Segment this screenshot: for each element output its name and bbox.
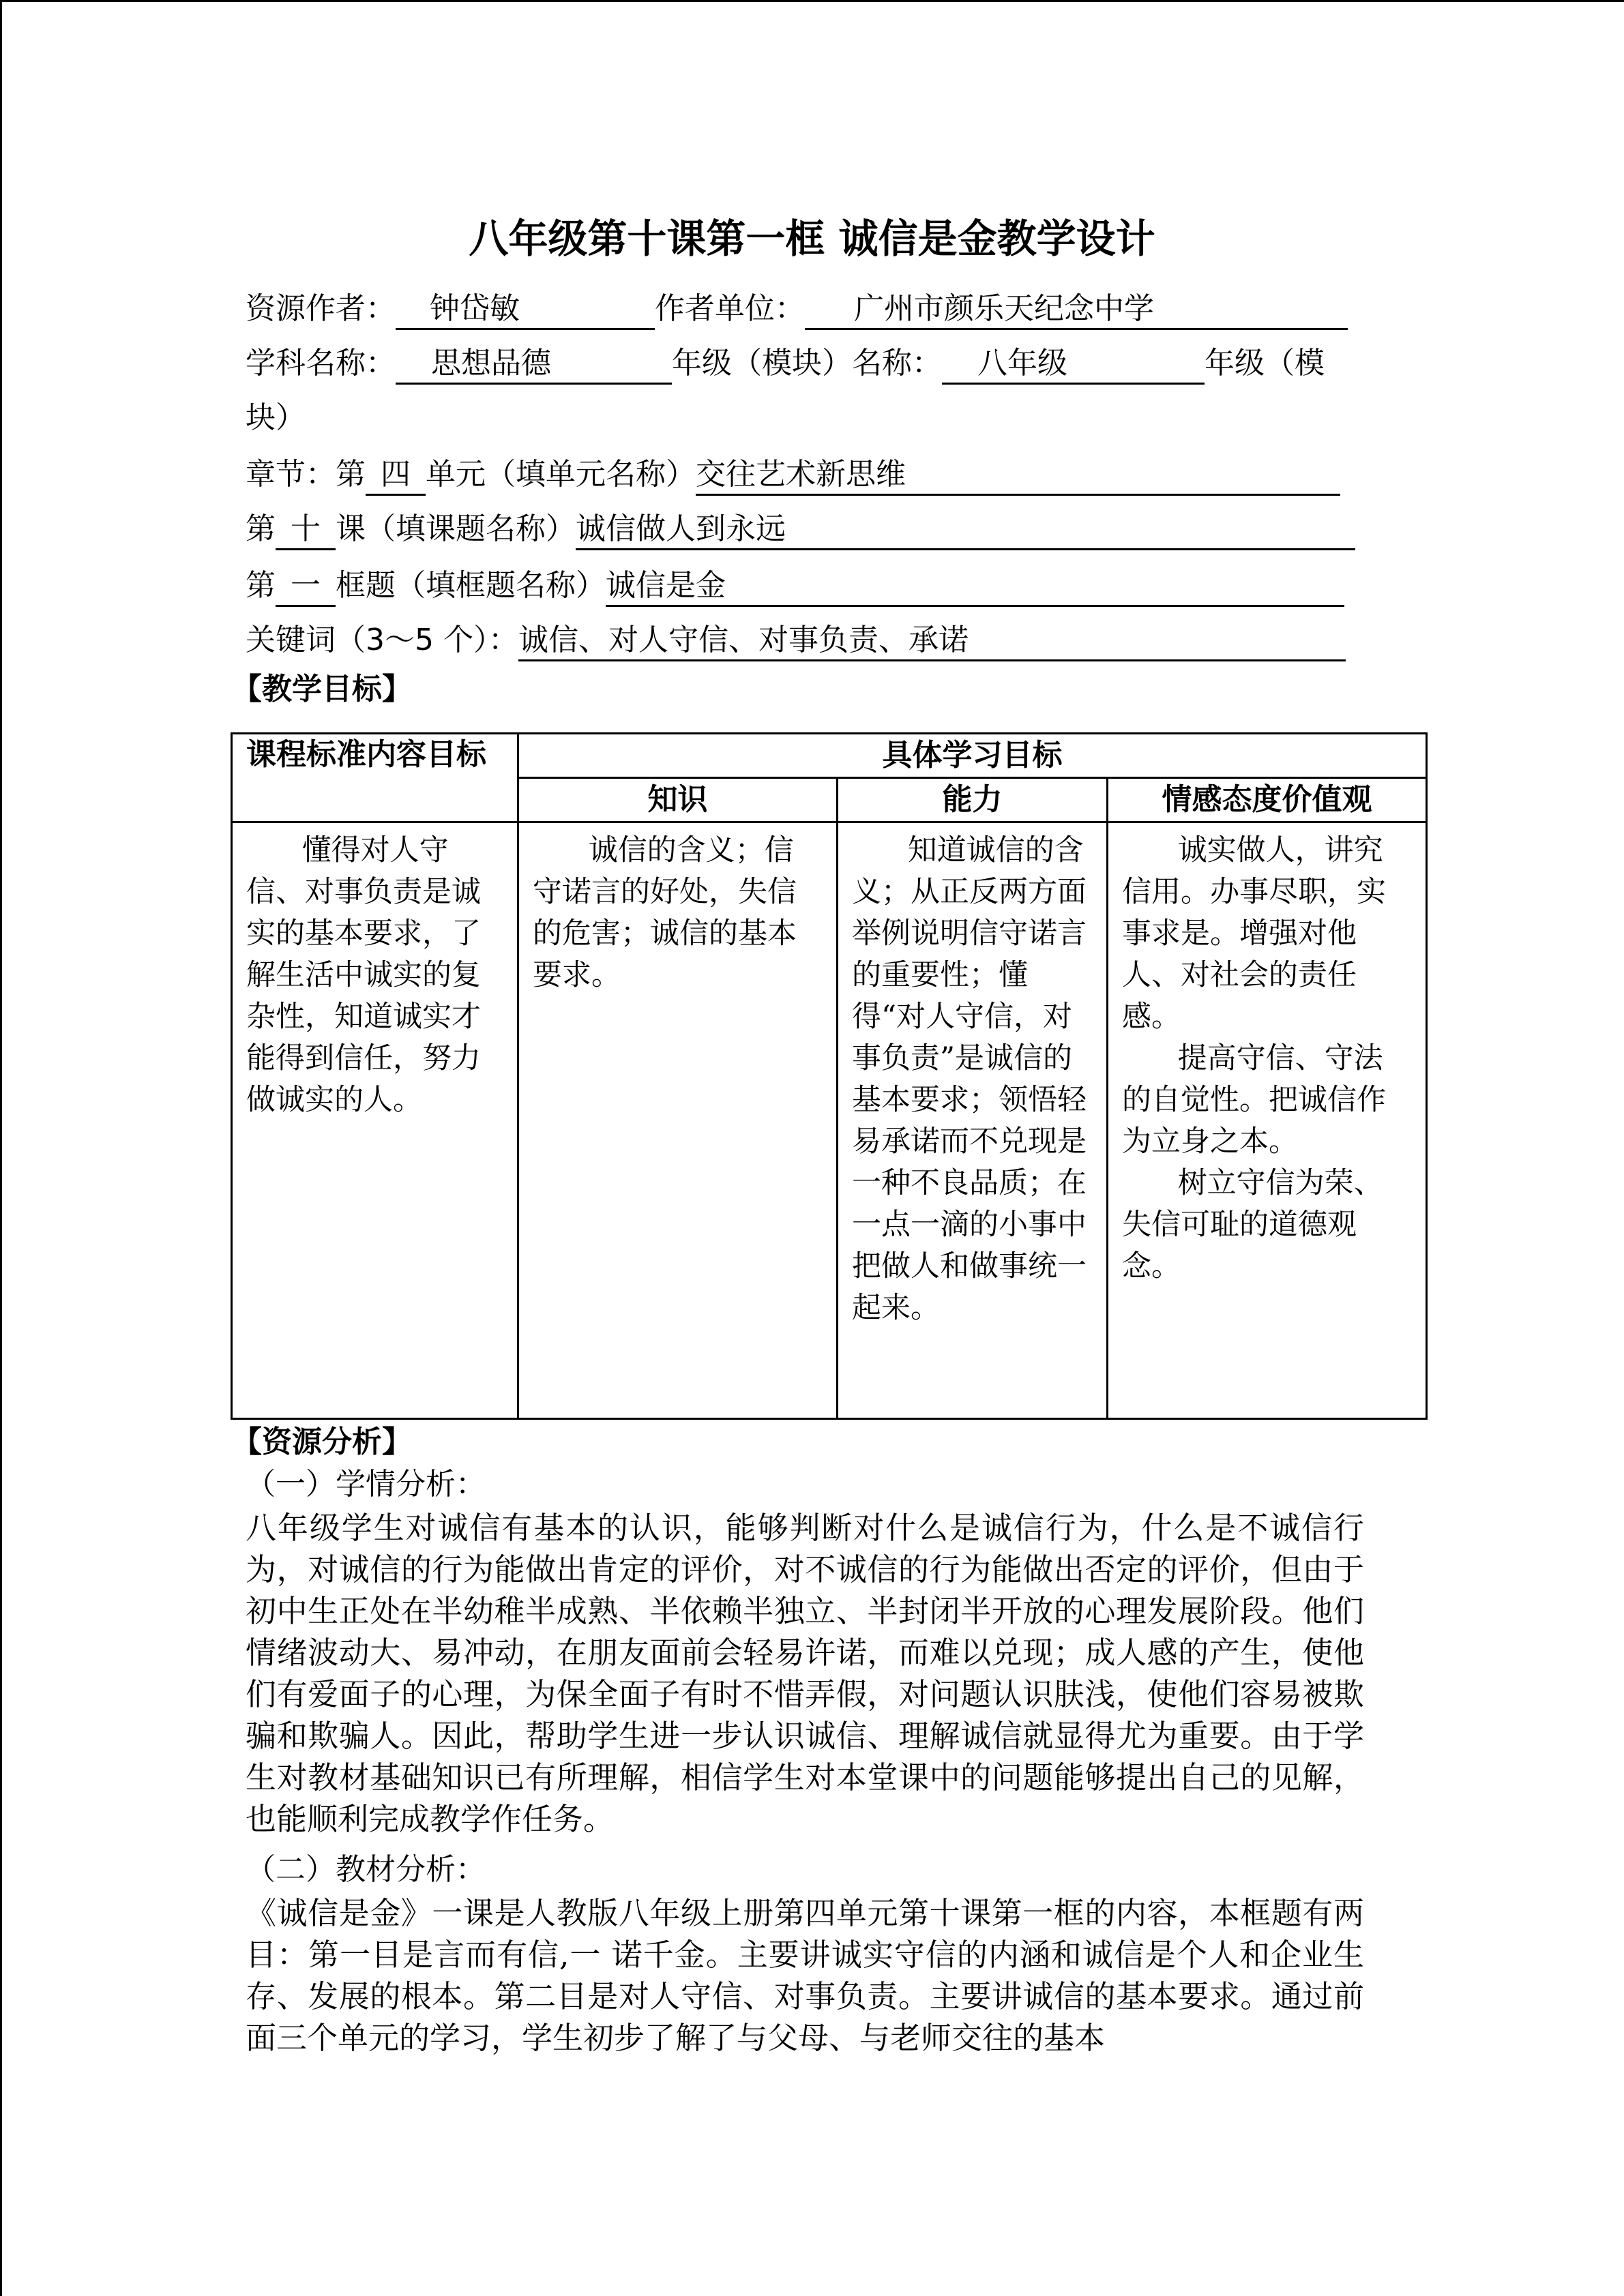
subject-line	[246, 343, 1325, 385]
grade-value: 八年级	[977, 346, 1067, 381]
analysis-heading: 【资源分析】	[232, 1425, 412, 1459]
frame-mid: 框题（填框题名称）	[336, 568, 606, 603]
knowledge-cell	[518, 822, 838, 1419]
student-analysis-text: 八年级学生对诚信有基本的认识，能够判断对什么是诚信行为，什么是不诚信行为，对诚信的行为能做出肯定的评价，对不诚信的行为能做出否定的评价，但由于初中生正处在半幼稚半成熟、半依赖半独立、半封闭半开放的心理发展阶段。他们情绪波动大、易冲动，在朋友面前会轻易许诺，而难以兑现；成人感的产生，使他们有爱面子的心理，为保全面子有时不惜弄假，对问题认识肤浅，使他们容易被欺骗和欺骗人。因此，帮助学生进一步认识诚信、理解诚信就显得尤为重要。由于学生对教材基础知识已有所理解，相信学生对本堂课中的问题能够提出自己的见解，也能顺利完成教学作任务。	[246, 1510, 1364, 1837]
specific-goals-header: 具体学习目标	[518, 734, 1427, 778]
knowledge-header: 知识	[518, 778, 838, 822]
lesson-number: 十	[276, 510, 336, 550]
page-border-top	[0, 0, 1624, 2]
subject-field	[396, 344, 672, 385]
unit-field	[805, 290, 1348, 330]
textbook-analysis-heading: （二）教材分析：	[246, 1852, 486, 1887]
knowledge-text: 诚信的含义；信守诺言的好处，失信的危害；诚信的基本要求。	[533, 833, 797, 992]
standard-text: 懂得对人守信、对事负责是诚实的基本要求，了解生活中诚实的复杂性，知道诚实才能得到信任，努力做诚实的人。	[246, 833, 481, 1117]
grade-tail: 年级（模	[1205, 346, 1325, 381]
emotion-cell	[1108, 822, 1427, 1419]
frame-name: 诚信是金	[606, 567, 1344, 607]
subject-value: 思想品德	[431, 346, 551, 381]
student-analysis-heading: （一）学情分析：	[246, 1467, 486, 1502]
standard-header: 课程标准内容目标	[232, 734, 518, 822]
lesson-prefix: 第	[246, 511, 276, 546]
chapter-mid: 单元（填单元名称）	[426, 457, 696, 492]
emotion-text	[1108, 823, 1426, 1287]
emotion-para-2: 提高守信、守法的自觉性。把诚信作为立身之本。	[1122, 1041, 1386, 1159]
lesson-line	[246, 509, 1355, 550]
unit-value: 广州市颜乐天纪念中学	[854, 291, 1154, 326]
ability-header: 能力	[838, 778, 1108, 822]
author-line	[246, 288, 1348, 330]
chapter-name: 交往艺术新思维	[696, 456, 1340, 496]
unit-label: 作者单位：	[655, 291, 805, 326]
page-title: 八年级第十课第一框 诚信是金教学设计	[469, 215, 1155, 262]
teaching-goals-table	[231, 732, 1428, 1420]
lesson-name: 诚信做人到永远	[576, 510, 1355, 550]
standard-cell	[232, 822, 518, 1419]
keywords-line	[246, 620, 1346, 661]
emotion-header: 情感态度价值观	[1108, 778, 1427, 822]
keywords-label: 关键词（3～5 个）：	[246, 623, 518, 657]
author-label: 资源作者：	[246, 291, 396, 326]
grade-tail-2: 块）	[246, 400, 306, 435]
emotion-para-3: 树立守信为荣、失信可耻的道德观念。	[1122, 1166, 1383, 1283]
chapter-line	[246, 454, 1340, 496]
chapter-prefix: 章节：第	[246, 457, 366, 492]
grade-label: 年级（模块）名称：	[672, 346, 942, 381]
textbook-analysis-text: 《诚信是金》一课是人教版八年级上册第四单元第十课第一框的内容，本框题有两目：第一目是言而有信,一 诺千金。主要讲诚实守信的内涵和诚信是个人和企业生存、发展的根本。第二目是对人守信、对事负责。主要讲诚信的基本要求。通过前面三个单元的学习，学生初步了解了与父母、与老师交往的基本	[246, 1895, 1364, 2056]
author-field	[396, 290, 655, 330]
frame-prefix: 第	[246, 568, 276, 603]
emotion-para-1: 诚实做人，讲究信用。办事尽职，实事求是。增强对他人、对社会的责任感。	[1122, 833, 1386, 1034]
lesson-mid: 课（填课题名称）	[336, 511, 576, 546]
frame-number: 一	[276, 567, 336, 607]
ability-cell	[838, 822, 1108, 1419]
grade-field	[942, 344, 1205, 385]
grade-tail-line	[246, 398, 306, 438]
frame-line	[246, 565, 1344, 607]
goals-heading: 【教学目标】	[232, 672, 412, 706]
keywords-value: 诚信、对人守信、对事负责、承诺	[518, 621, 1346, 661]
author-value: 钟岱敏	[430, 291, 520, 326]
subject-label: 学科名称：	[246, 346, 396, 381]
chapter-number: 四	[366, 456, 426, 496]
ability-text: 知道诚信的含义；从正反两方面举例说明信守诺言的重要性；懂得“对人守信，对事负责”是诚信的基本要求；领悟轻易承诺而不兑现是一种不良品质；在一点一滴的小事中把做人和做事统一起来。	[852, 833, 1087, 1325]
page-border-left	[0, 0, 2, 2296]
